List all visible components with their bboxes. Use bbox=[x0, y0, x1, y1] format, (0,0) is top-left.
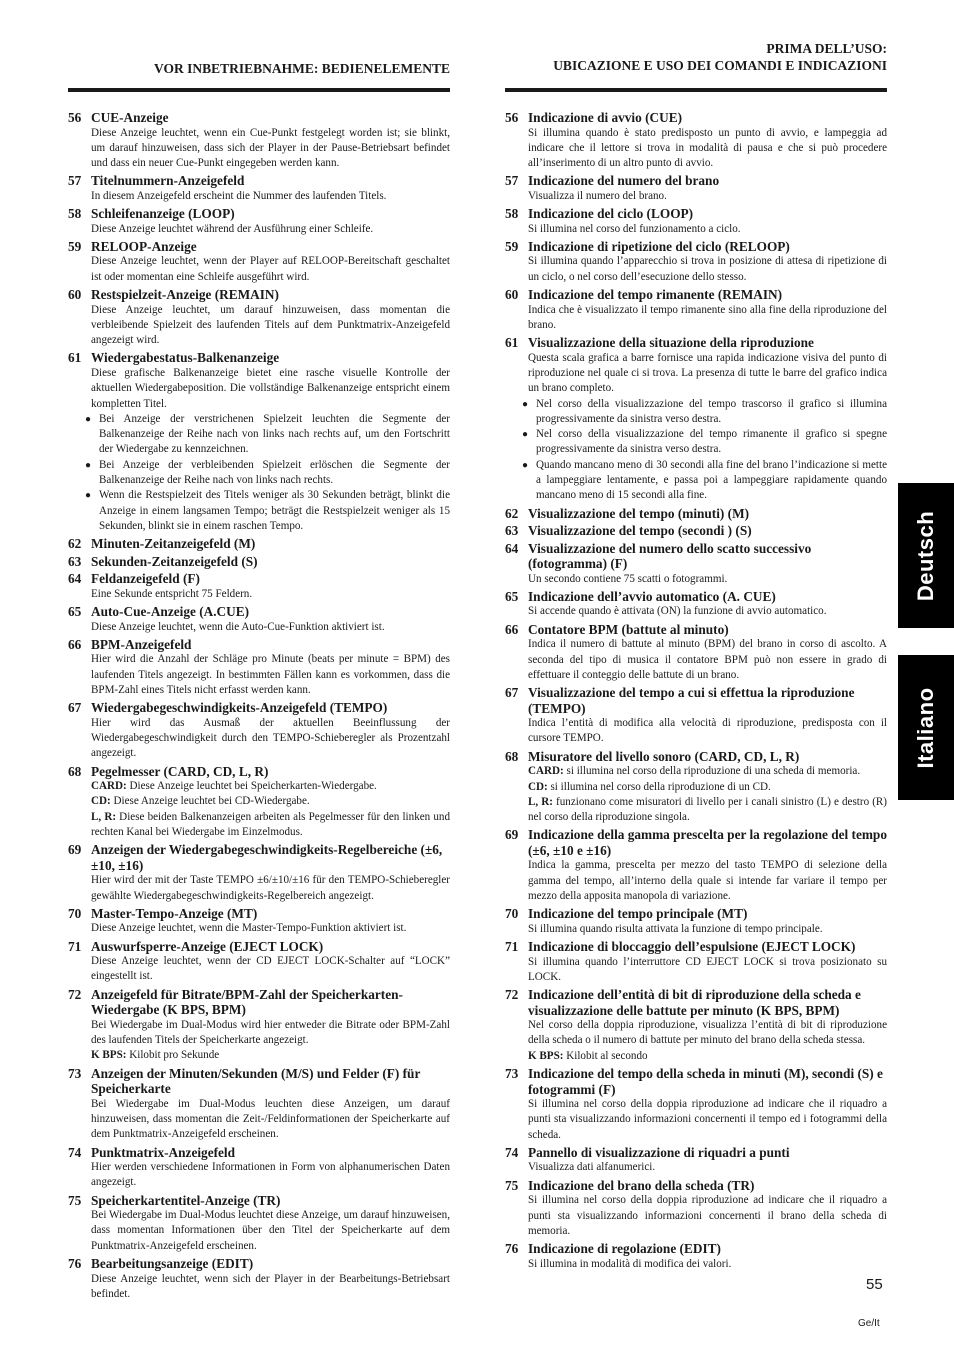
item-number: 60 bbox=[505, 287, 519, 303]
item-number: 69 bbox=[505, 827, 519, 843]
item-number: 56 bbox=[505, 110, 519, 125]
line-text: Diese beiden Balkenanzeigen arbeiten als Pegelmesser für den linken und rechten Kanal bei Wiedergabe im Einzelmodus. bbox=[91, 810, 450, 838]
item-number: 68 bbox=[505, 748, 519, 764]
header-rule-right bbox=[505, 88, 887, 92]
item-number: 73 bbox=[68, 1065, 82, 1081]
item-description: Si illumina quando l’interruttore CD EJECT LOCK si trova posizionato su LOCK. bbox=[528, 955, 887, 983]
item-number: 75 bbox=[505, 1177, 519, 1193]
list-item bbox=[68, 700, 450, 761]
item-heading bbox=[68, 700, 450, 716]
labeled-line bbox=[528, 1049, 887, 1064]
item-number: 73 bbox=[505, 1066, 519, 1082]
item-number: 67 bbox=[505, 685, 519, 701]
item-title: Indicazione di regolazione (EDIT) bbox=[528, 1241, 721, 1257]
labeled-line bbox=[528, 780, 887, 795]
item-number: 75 bbox=[68, 1192, 82, 1208]
item-description: Diese Anzeige leuchtet, wenn ein Cue-Punkt festgelegt worden ist; sie blinkt, um darauf hinzuweisen, dass sich der Player in der Pause-Betriebsart befindet und dass ein neuer Cue-Punkt eingegeben werden kann. bbox=[91, 126, 450, 170]
item-number: 56 bbox=[68, 110, 82, 125]
item-description: Diese Anzeige leuchtet, wenn die Master-Tempo-Funktion aktiviert ist. bbox=[91, 922, 407, 935]
line-label: CARD: bbox=[528, 765, 564, 778]
item-heading bbox=[68, 604, 450, 620]
language-tab-deutsch bbox=[898, 483, 954, 628]
bullet-dot-icon: ● bbox=[522, 459, 529, 471]
list-item bbox=[505, 827, 887, 904]
list-item bbox=[505, 987, 887, 1064]
item-title: Titelnummern-Anzeigefeld bbox=[91, 173, 245, 189]
item-title: Feldanzeigefeld (F) bbox=[91, 571, 200, 587]
list-item bbox=[505, 523, 887, 539]
list-item bbox=[68, 287, 450, 348]
item-title: Indicazione di ripetizione del ciclo (RELOOP) bbox=[528, 238, 790, 254]
item-heading bbox=[505, 589, 887, 605]
item-title: Contatore BPM (battute al minuto) bbox=[528, 621, 729, 637]
item-heading bbox=[505, 1145, 887, 1161]
line-text: Diese Anzeige leuchtet bei CD-Wiedergabe. bbox=[110, 795, 310, 808]
bullet-point bbox=[85, 412, 450, 458]
item-number: 66 bbox=[68, 636, 82, 652]
item-description: Bei Wiedergabe im Dual-Modus leuchten diese Anzeigen, um darauf hinzuweisen, dass momentan die Zeit-/Feldinformationen der Speicherkarte auf dem Punktmatrix-Anzeigefeld erscheinen. bbox=[91, 1097, 450, 1141]
item-title: Indicazione del tempo rimanente (REMAIN) bbox=[528, 287, 783, 303]
list-item bbox=[68, 571, 450, 602]
item-number: 69 bbox=[68, 842, 82, 858]
item-number: 74 bbox=[68, 1144, 82, 1160]
item-heading bbox=[68, 287, 450, 303]
item-description: Diese Anzeige leuchtet während der Ausführung einer Schleife. bbox=[91, 222, 374, 235]
line-text: Kilobit al secondo bbox=[563, 1049, 648, 1062]
item-title: Visualizzazione della situazione della riproduzione bbox=[528, 335, 814, 351]
labeled-line bbox=[528, 764, 887, 779]
bullet-text: Nel corso della visualizzazione del tempo trascorso il grafico si illumina progressivamente da sinistra verso destra. bbox=[536, 397, 887, 425]
header-right-title bbox=[505, 40, 887, 74]
bullet-text: Bei Anzeige der verstrichenen Spielzeit leuchten die Segmente der Balkenanzeige der Reihe nach von links nach rechts auf, um den Fortschritt der Wiedergabe zu kennzeichnen. bbox=[99, 412, 450, 456]
list-item bbox=[505, 110, 887, 171]
item-heading bbox=[505, 987, 887, 1018]
item-heading bbox=[505, 1241, 887, 1257]
item-heading bbox=[505, 206, 887, 222]
page-language-code: Ge/It bbox=[858, 1318, 880, 1329]
bullet-text: Wenn die Restspielzeit des Titels weniger als 30 Sekunden beträgt, blinkt die Anzeige in einem langsamen Tempo; beträgt die Restspielzeit weniger als 15 Sekunden, blinkt sie in einem raschen Tempo. bbox=[99, 489, 450, 532]
item-heading bbox=[68, 350, 450, 366]
item-number: 64 bbox=[68, 571, 82, 587]
item-number: 70 bbox=[505, 906, 519, 922]
item-number: 68 bbox=[68, 763, 82, 779]
german-column bbox=[68, 110, 450, 1304]
line-label: CD: bbox=[91, 795, 111, 808]
list-item bbox=[505, 622, 887, 683]
item-number: 62 bbox=[68, 536, 82, 552]
item-heading bbox=[68, 637, 450, 653]
list-item bbox=[68, 987, 450, 1064]
item-title: Auswurfsperre-Anzeige (EJECT LOCK) bbox=[91, 938, 324, 954]
item-description: Si illumina nel corso della doppia riproduzione ad indicare che il riquadro a punti sta visualizzando informazioni concernenti il brano della scheda di memoria. bbox=[528, 1194, 887, 1237]
list-item bbox=[68, 239, 450, 285]
bullet-text: Bei Anzeige der verbleibenden Spielzeit erlöschen die Segmente der Balkenanzeige der Reihe nach von links nach rechts. bbox=[99, 458, 450, 487]
item-heading bbox=[68, 1193, 450, 1209]
item-description: Hier werden verschiedene Informationen in Form von alphanumerischen Daten angezeigt. bbox=[91, 1161, 450, 1189]
item-number: 72 bbox=[68, 986, 82, 1002]
item-title: Punktmatrix-Anzeigefeld bbox=[91, 1144, 236, 1160]
item-heading bbox=[68, 239, 450, 255]
item-title: Auto-Cue-Anzeige (A.CUE) bbox=[91, 604, 250, 620]
list-item bbox=[68, 1256, 450, 1302]
bullet-dot-icon: ● bbox=[85, 490, 92, 502]
list-item bbox=[505, 287, 887, 333]
item-number: 61 bbox=[505, 335, 519, 351]
list-item bbox=[68, 350, 450, 534]
labeled-line bbox=[91, 1048, 450, 1063]
item-number: 59 bbox=[505, 238, 519, 254]
line-label: L, R: bbox=[91, 810, 117, 823]
language-tab-italiano-label: Italiano bbox=[913, 686, 938, 769]
item-number: 59 bbox=[68, 238, 82, 254]
item-description: Diese Anzeige leuchtet, wenn der CD EJECT LOCK-Schalter auf “LOCK” eingestellt ist. bbox=[91, 955, 450, 983]
list-item bbox=[68, 939, 450, 985]
language-tab-italiano bbox=[898, 655, 954, 800]
line-text: Kilobit pro Sekunde bbox=[126, 1049, 220, 1062]
line-label: K BPS: bbox=[528, 1049, 564, 1062]
line-text: si illumina nel corso della riproduzione di una scheda di memoria. bbox=[563, 765, 861, 778]
item-description: Bei Wiedergabe im Dual-Modus wird hier entweder die Bitrate oder BPM-Zahl des laufenden Titels der Speicherkarte angezeigt. bbox=[91, 1018, 450, 1047]
item-description: Un secondo contiene 75 scatti o fotogrammi. bbox=[528, 572, 728, 585]
list-item bbox=[505, 1145, 887, 1176]
list-item bbox=[68, 1066, 450, 1143]
item-title: Sekunden-Zeitanzeigefeld (S) bbox=[91, 553, 258, 569]
bullet-text: Quando mancano meno di 30 secondi alla fine del brano l’indicazione si mette a lampeggiare lentamente, e passa poi a lampeggiare rapidamente quando mancano meno di 15 secondi alla fine. bbox=[536, 458, 887, 502]
item-title: Misuratore del livello sonoro (CARD, CD, L, R) bbox=[528, 748, 800, 764]
item-title: CUE-Anzeige bbox=[91, 110, 169, 125]
item-heading bbox=[68, 987, 450, 1018]
item-title: Indicazione del brano della scheda (TR) bbox=[528, 1177, 755, 1193]
item-heading bbox=[505, 239, 887, 255]
labeled-line bbox=[91, 779, 450, 794]
labeled-line bbox=[91, 810, 450, 841]
item-heading bbox=[505, 1066, 887, 1097]
list-item bbox=[505, 335, 887, 503]
item-title: Schleifenanzeige (LOOP) bbox=[91, 206, 235, 222]
item-heading bbox=[505, 906, 887, 922]
bullet-point bbox=[522, 458, 887, 504]
item-description: Si accende quando è attivata (ON) la funzione di avvio automatico. bbox=[528, 605, 827, 618]
item-number: 58 bbox=[68, 206, 82, 222]
item-number: 71 bbox=[505, 939, 519, 955]
list-item bbox=[68, 110, 450, 171]
item-number: 60 bbox=[68, 287, 82, 303]
item-description: Visualizza dati alfanumerici. bbox=[528, 1161, 656, 1174]
header-right-line2: UBICAZIONE E USO DEI COMANDI E INDICAZIONI bbox=[553, 58, 887, 73]
item-heading bbox=[68, 206, 450, 222]
item-heading bbox=[505, 827, 887, 858]
item-title: Visualizzazione del tempo (minuti) (M) bbox=[528, 505, 750, 521]
item-title: Visualizzazione del tempo (secondi ) (S) bbox=[528, 523, 752, 539]
line-label: CD: bbox=[528, 780, 548, 793]
item-description: Nel corso della doppia riproduzione, visualizza l’entità di bit di riproduzione della scheda o il numero di battute per minuto del brano della scheda stessa. bbox=[528, 1019, 887, 1047]
item-description: Diese grafische Balkenanzeige bietet eine rasche visuelle Kontrolle der aktuellen Wiedergabeposition. Die vollständige Balkenanzeige entspricht einem kompletten Titel. bbox=[91, 366, 450, 410]
item-description: Bei Wiedergabe im Dual-Modus leuchtet diese Anzeige, um darauf hinzuweisen, dass momentan Informationen über den Titel der Speicherkarte auf dem Punktmatrix-Anzeigefeld erscheinen. bbox=[91, 1209, 450, 1252]
list-item bbox=[505, 1241, 887, 1272]
item-title: Restspielzeit-Anzeige (REMAIN) bbox=[91, 287, 279, 303]
item-description: Hier wird die Anzahl der Schläge pro Minute (beats per minute = BPM) des laufenden Titels angezeigt. In bestimmten Fällen kann es vorkommen, dass die BPM-Zahl eines Titels nicht erfasst werden kann. bbox=[91, 653, 450, 696]
item-heading bbox=[505, 173, 887, 189]
item-title: Wiedergabestatus-Balkenanzeige bbox=[91, 350, 280, 366]
bullet-dot-icon: ● bbox=[85, 413, 92, 425]
header-right-line1: PRIMA DELL’USO: bbox=[766, 41, 887, 56]
item-number: 76 bbox=[505, 1241, 519, 1257]
item-description: Si illumina quando risulta attivata la funzione di tempo principale. bbox=[528, 922, 823, 935]
item-title: BPM-Anzeigefeld bbox=[91, 636, 192, 652]
list-item bbox=[68, 1145, 450, 1191]
list-item bbox=[68, 764, 450, 841]
bullet-point bbox=[85, 458, 450, 489]
list-item bbox=[505, 685, 887, 747]
item-title: Master-Tempo-Anzeige (MT) bbox=[91, 905, 258, 921]
item-heading bbox=[505, 523, 887, 539]
list-item bbox=[505, 939, 887, 985]
item-description: Si illumina nel corso della doppia riproduzione ad indicare che il riquadro a punti sta visualizzando informazioni concernenti il tempo ed i fotogrammi della scheda. bbox=[528, 1098, 887, 1141]
item-number: 61 bbox=[68, 350, 82, 366]
item-heading bbox=[68, 554, 450, 570]
item-number: 65 bbox=[505, 588, 519, 604]
item-title: Anzeigefeld für Bitrate/BPM-Zahl der Speicherkarten-Wiedergabe (K BPS, BPM) bbox=[91, 986, 403, 1018]
item-description: Indica che è visualizzato il tempo rimanente sino alla fine della riproduzione del brano. bbox=[528, 303, 887, 331]
item-description: Questa scala grafica a barre fornisce una rapida indicazione visiva del punto di riproduzione nel quale ci si trova. La presenza di tutte le barre del grafico indica un brano completo. bbox=[528, 351, 887, 395]
line-text: si illumina nel corso della riproduzione di un CD. bbox=[547, 780, 771, 793]
item-heading bbox=[68, 906, 450, 922]
list-item bbox=[505, 1066, 887, 1143]
item-number: 74 bbox=[505, 1144, 519, 1160]
item-title: Anzeigen der Minuten/Sekunden (M/S) und Felder (F) für Speicherkarte bbox=[91, 1065, 421, 1097]
item-description: Si illumina quando l’apparecchio si trova in posizione di attesa di ripetizione di un ciclo, o nel corso dell’esecuzione dello stesso. bbox=[528, 255, 887, 283]
item-heading bbox=[68, 1066, 450, 1097]
item-title: Wiedergabegeschwindigkeits-Anzeigefeld (TEMPO) bbox=[91, 700, 388, 716]
item-heading bbox=[505, 335, 887, 351]
item-description: Diese Anzeige leuchtet, wenn der Player auf RELOOP-Bereitschaft geschaltet ist oder momentan eine Schleife ausgeführt wird. bbox=[91, 255, 450, 283]
list-item bbox=[505, 506, 887, 522]
list-item bbox=[505, 541, 887, 587]
item-heading bbox=[505, 287, 887, 303]
list-item bbox=[505, 173, 887, 204]
header-left-title: VOR INBETRIEBNAHME: BEDIENELEMENTE bbox=[153, 61, 450, 76]
item-title: Indicazione di bloccaggio dell’espulsione (EJECT LOCK) bbox=[528, 939, 856, 955]
list-item bbox=[68, 906, 450, 937]
list-item bbox=[68, 1193, 450, 1254]
list-item bbox=[505, 1178, 887, 1239]
item-number: 76 bbox=[68, 1256, 82, 1272]
bullet-text: Nel corso della visualizzazione del tempo rimanente il grafico si spegne progressivamente da sinistra verso destra. bbox=[536, 428, 887, 456]
line-label: L, R: bbox=[528, 795, 553, 808]
list-item bbox=[68, 637, 450, 698]
item-title: Visualizzazione del tempo a cui si effettua la riproduzione (TEMPO) bbox=[528, 685, 855, 716]
list-item bbox=[505, 239, 887, 285]
labeled-line bbox=[91, 794, 450, 809]
list-item bbox=[68, 842, 450, 904]
item-heading bbox=[68, 939, 450, 955]
list-item bbox=[68, 554, 450, 570]
list-item bbox=[505, 906, 887, 937]
item-number: 58 bbox=[505, 206, 519, 222]
item-heading bbox=[505, 622, 887, 638]
item-number: 71 bbox=[68, 938, 82, 954]
item-heading bbox=[68, 842, 450, 873]
item-description: Indica il numero di battute al minuto (BPM) del brano in corso di ascolto. A seconda del tipo di musica il contatore BPM può non essere in grado di effettuare il conteggio delle battute di un brano. bbox=[528, 638, 887, 681]
item-number: 63 bbox=[505, 523, 519, 539]
line-label: CARD: bbox=[91, 780, 127, 793]
item-heading bbox=[505, 506, 887, 522]
item-number: 66 bbox=[505, 621, 519, 637]
bullet-point bbox=[522, 397, 887, 428]
list-item bbox=[505, 749, 887, 826]
item-title: Visualizzazione del numero dello scatto successivo (fotogramma) (F) bbox=[528, 540, 812, 572]
item-description: Indica la gamma, prescelta per mezzo del tasto TEMPO di selezione della gamma del tempo, all’interno della quale si intende far variare il tempo per mezzo della apposita manopola di variazione. bbox=[528, 859, 887, 902]
item-title: Indicazione del ciclo (LOOP) bbox=[528, 206, 694, 222]
item-heading bbox=[68, 173, 450, 189]
item-title: Speicherkartentitel-Anzeige (TR) bbox=[91, 1192, 281, 1208]
item-description: Visualizza il numero del brano. bbox=[528, 189, 667, 202]
language-tab-deutsch-label: Deutsch bbox=[913, 510, 938, 601]
item-number: 70 bbox=[68, 905, 82, 921]
item-heading bbox=[68, 571, 450, 587]
item-title: Indicazione del numero del brano bbox=[528, 173, 720, 189]
item-title: Pegelmesser (CARD, CD, L, R) bbox=[91, 763, 269, 779]
item-description: Si illumina in modalità di modifica dei valori. bbox=[528, 1257, 732, 1270]
item-description: Hier wird der mit der Taste TEMPO ±6/±10/±16 für den TEMPO-Schieberegler gewählte Wiedergabegeschwindigkeits-Regelbereich angezeigt. bbox=[91, 874, 450, 902]
item-title: Indicazione dell’entità di bit di riproduzione della scheda e visualizzazione delle battute per minuto (K BPS, BPM) bbox=[528, 987, 861, 1018]
item-description: Indica l’entità di modifica alla velocità di riproduzione, predisposta con il cursore TEMPO. bbox=[528, 717, 887, 745]
labeled-line bbox=[528, 795, 887, 826]
line-label: K BPS: bbox=[91, 1049, 127, 1062]
bullet-point bbox=[85, 488, 450, 534]
list-item bbox=[68, 536, 450, 552]
item-heading bbox=[68, 764, 450, 780]
item-title: RELOOP-Anzeige bbox=[91, 238, 197, 254]
bullet-dot-icon: ● bbox=[522, 398, 529, 410]
item-number: 65 bbox=[68, 604, 82, 620]
item-heading bbox=[68, 110, 450, 126]
item-number: 62 bbox=[505, 505, 519, 521]
page-number: 55 bbox=[866, 1276, 883, 1293]
item-title: Minuten-Zeitanzeigefeld (M) bbox=[91, 536, 256, 552]
item-description: Si illumina nel corso del funzionamento a ciclo. bbox=[528, 222, 741, 235]
item-heading bbox=[68, 1256, 450, 1272]
bullet-dot-icon: ● bbox=[85, 459, 92, 471]
item-title: Indicazione dell’avvio automatico (A. CUE) bbox=[528, 588, 776, 604]
item-heading bbox=[505, 939, 887, 955]
item-heading bbox=[505, 685, 887, 716]
item-title: Indicazione della gamma prescelta per la regolazione del tempo (±6, ±10 e ±16) bbox=[528, 827, 887, 858]
item-heading bbox=[505, 541, 887, 572]
italian-column bbox=[505, 110, 887, 1274]
header-rule-left bbox=[68, 88, 450, 92]
bullet-point bbox=[522, 427, 887, 458]
item-title: Bearbeitungsanzeige (EDIT) bbox=[91, 1256, 254, 1272]
item-number: 64 bbox=[505, 540, 519, 556]
list-item bbox=[68, 173, 450, 204]
item-heading bbox=[68, 536, 450, 552]
item-description: Si illumina quando è stato predisposto un punto di avvio, e lampeggia ad indicare che il lettore si trova in modalità di pausa e che si può procedere all’inserimento di un altro punto di avvio. bbox=[528, 126, 887, 170]
item-title: Indicazione del tempo principale (MT) bbox=[528, 906, 748, 922]
list-item bbox=[68, 604, 450, 635]
item-number: 63 bbox=[68, 553, 82, 569]
item-title: Indicazione del tempo della scheda in minuti (M), secondi (S) e fotogrammi (F) bbox=[528, 1066, 883, 1097]
item-heading bbox=[505, 749, 887, 765]
line-text: Diese Anzeige leuchtet bei Speicherkarten-Wiedergabe. bbox=[126, 780, 377, 793]
item-number: 57 bbox=[68, 173, 82, 189]
item-description: Diese Anzeige leuchtet, um darauf hinzuweisen, dass momentan die verbleibende Spielzeit des laufenden Titels auf dem Punktmatrix-Anzeigefeld angezeigt wird. bbox=[91, 303, 450, 347]
bullet-dot-icon: ● bbox=[522, 429, 529, 441]
item-description: Diese Anzeige leuchtet, wenn die Auto-Cue-Funktion aktiviert ist. bbox=[91, 620, 385, 633]
item-heading bbox=[505, 110, 887, 126]
item-heading bbox=[68, 1145, 450, 1161]
item-heading bbox=[505, 1178, 887, 1194]
list-item bbox=[68, 206, 450, 237]
item-number: 57 bbox=[505, 173, 519, 189]
item-description: Eine Sekunde entspricht 75 Feldern. bbox=[91, 587, 253, 600]
list-item bbox=[505, 589, 887, 620]
item-number: 72 bbox=[505, 987, 519, 1003]
item-title: Pannello di visualizzazione di riquadri a punti bbox=[528, 1144, 790, 1160]
item-number: 67 bbox=[68, 700, 82, 716]
line-text: funzionano come misuratori di livello per i canali sinistro (L) e destro (R) nel corso della riproduzione singola. bbox=[528, 795, 887, 824]
item-description: Diese Anzeige leuchtet, wenn sich der Player in der Bearbeitungs-Betriebsart befindet. bbox=[91, 1272, 450, 1300]
item-title: Anzeigen der Wiedergabegeschwindigkeits-Regelbereiche (±6, ±10, ±16) bbox=[91, 842, 443, 873]
item-description: In diesem Anzeigefeld erscheint die Nummer des laufenden Titels. bbox=[91, 189, 387, 202]
list-item bbox=[505, 206, 887, 237]
item-description: Hier wird das Ausmaß der aktuellen Beeinflussung der Wiedergabegeschwindigkeit durch den TEMPO-Schieberegler als Prozentzahl angezeigt. bbox=[91, 716, 450, 760]
item-title: Indicazione di avvio (CUE) bbox=[528, 110, 683, 125]
